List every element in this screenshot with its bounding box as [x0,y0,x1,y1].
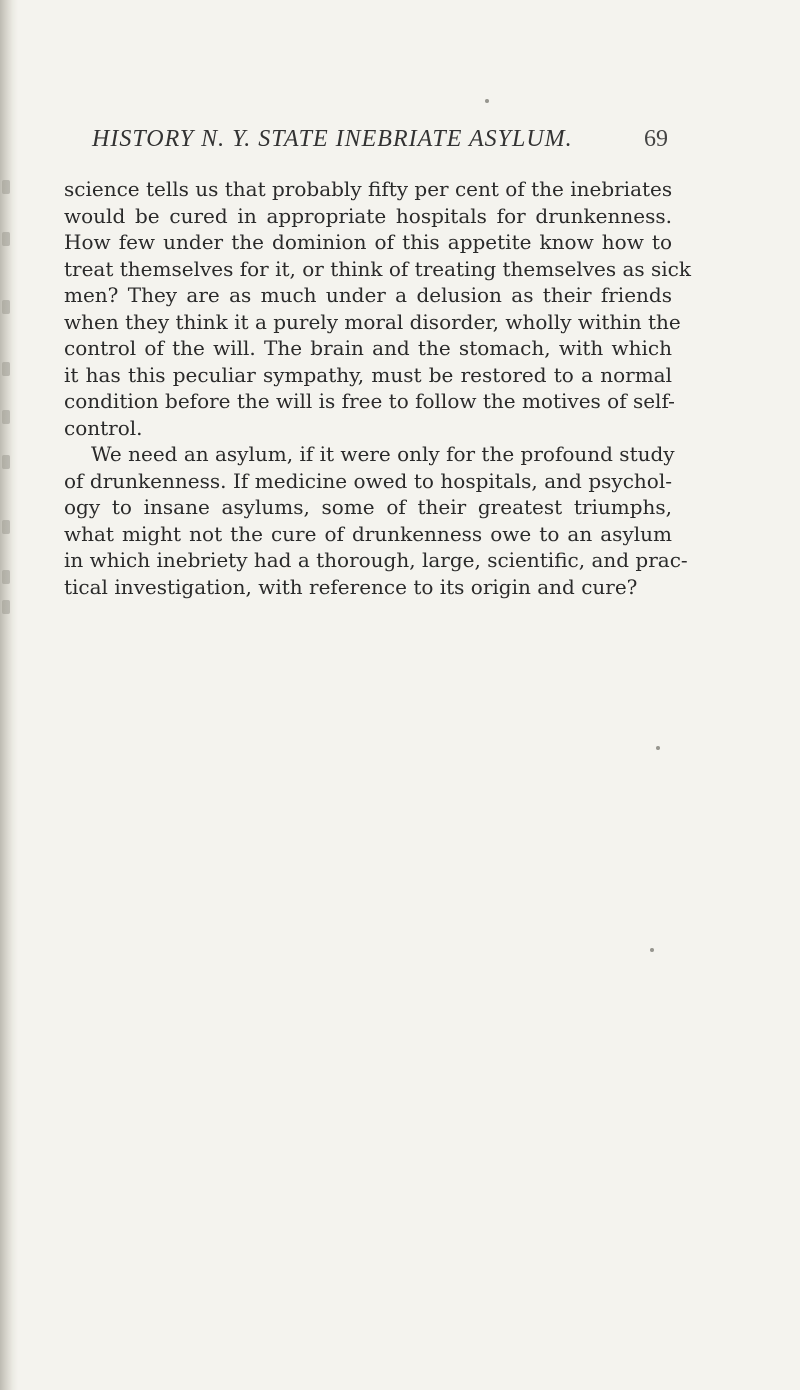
page-number: 69 [644,126,668,152]
text-line: control of the will. The brain and the stomach, with which [64,336,672,360]
binding-thread-mark [2,410,10,424]
text-line: We need an asylum, if it were only for the profound study [91,442,675,466]
text-line: it has this peculiar sympathy, must be restored to a normal [64,362,672,387]
text-line: condition before the will is free to follow the motives of self- [64,389,675,413]
text-line: would be cured in appropriate hospitals for drunkenness. [64,203,672,228]
text-line: what might not the cure of drunkenness owe to an asylum [64,521,672,546]
binding-thread-mark [2,600,10,614]
text-line: treat themselves for it, or think of treating themselves as sick [64,256,691,281]
body-text [64,176,691,600]
binding-thread-mark [2,570,10,584]
binding-thread-mark [2,520,10,534]
running-title: HISTORY N. Y. STATE INEBRIATE ASYLUM. [92,126,573,152]
paper-speck [485,99,489,103]
binding-thread-mark [2,362,10,376]
text-line: in which inebriety had a thorough, large, scientific, and prac- [64,548,688,572]
text-line: of drunkenness. If medicine owed to hospitals, and psychol- [64,468,672,493]
text-line: tical investigation, with reference to its origin and cure? [64,574,638,599]
text-line: control. [64,415,143,440]
page-binding-edge [0,0,18,1390]
text-line: ogy to insane asylums, some of their greatest triumphs, [64,495,672,519]
binding-thread-mark [2,455,10,469]
paper-speck [650,948,654,952]
text-line: How few under the dominion of this appetite know how to [64,230,672,254]
page-header [92,126,668,158]
binding-thread-mark [2,180,10,194]
paper-speck [656,746,660,750]
text-line: science tells us that probably fifty per cent of the inebriates [64,177,673,201]
text-line: men? They are as much under a delusion as their friends [64,283,672,307]
binding-thread-mark [2,300,10,314]
binding-thread-mark [2,232,10,246]
text-line: when they think it a purely moral disorder, wholly within the [64,309,681,334]
